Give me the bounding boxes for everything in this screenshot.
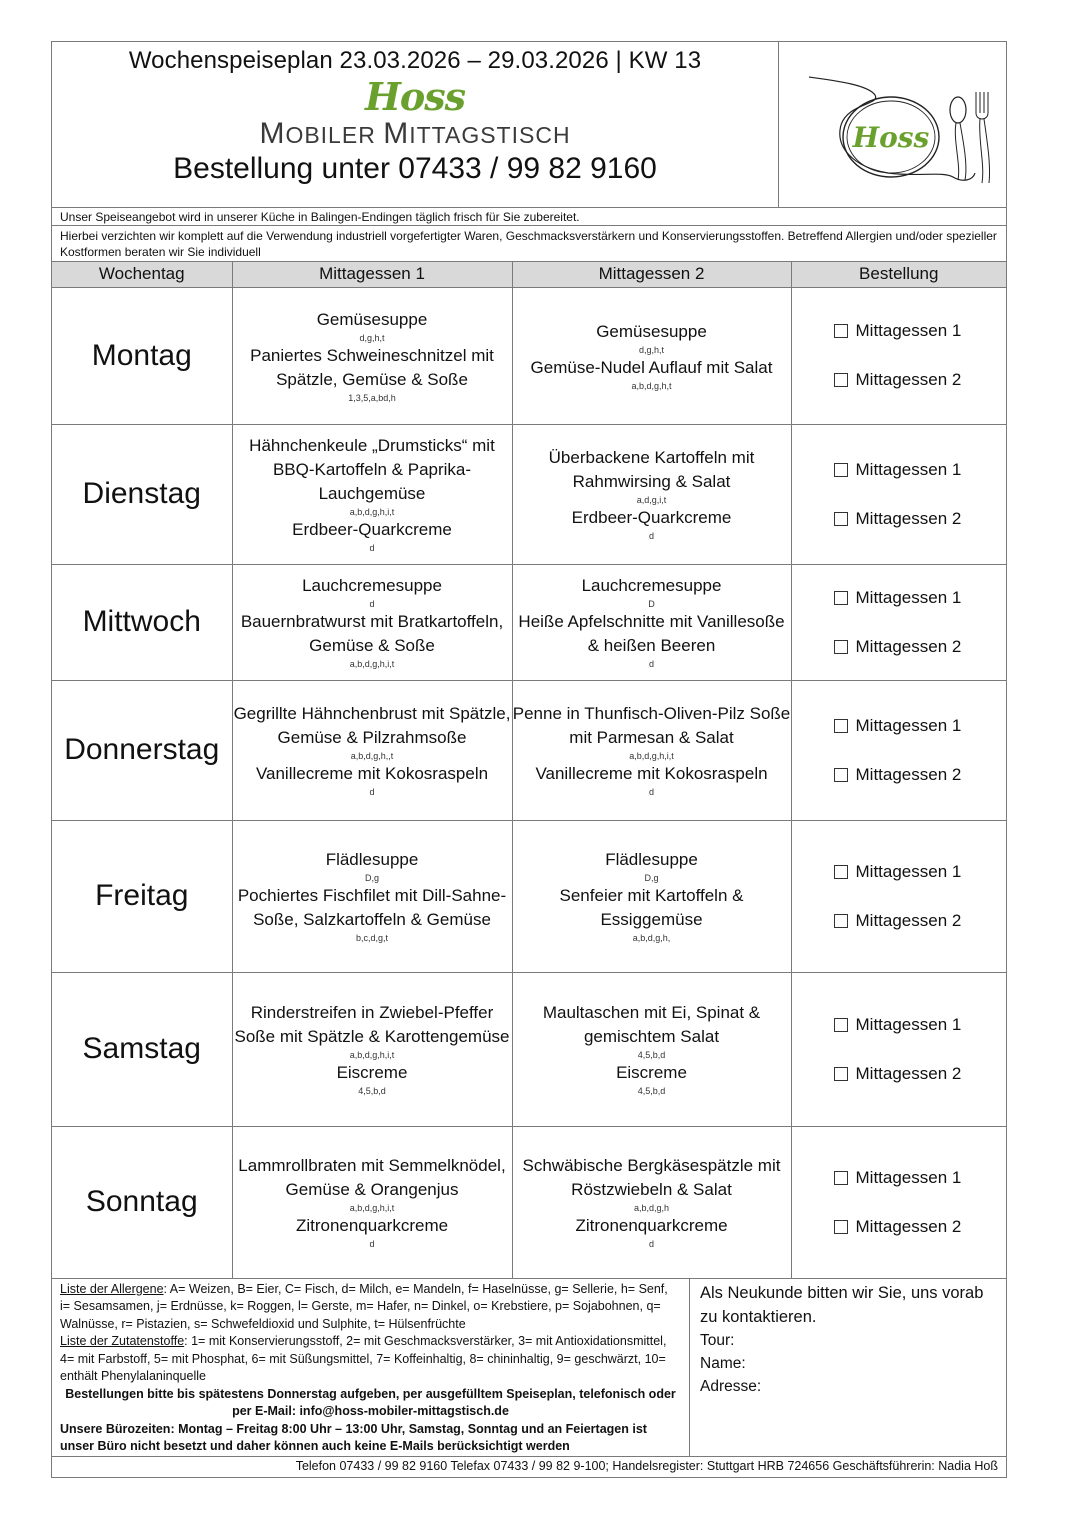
order-option-label: Mittagessen 2	[855, 910, 962, 930]
order-option-2[interactable]	[834, 635, 1007, 659]
order-option-2[interactable]	[834, 507, 1007, 531]
allergen-codes: d,g,h,t	[359, 332, 385, 343]
meal-2-cell	[512, 1126, 791, 1278]
order-option-1[interactable]	[834, 1166, 1007, 1190]
order-option-label: Mittagessen 1	[855, 861, 962, 881]
footer-info	[52, 1279, 690, 1456]
checkbox-icon[interactable]	[834, 914, 848, 928]
new-customer-text: Als Neukunde bitten wir Sie, uns vorab zu kontaktieren.	[700, 1283, 984, 1326]
day-name: Montag	[91, 338, 192, 372]
dish-name: Gemüsesuppe	[316, 309, 428, 329]
order-option-label: Mittagessen 2	[855, 1216, 962, 1236]
day-name: Mittwoch	[82, 605, 201, 638]
meal-2-cell	[512, 820, 791, 972]
dish-name: Heiße Apfelschnitte mit Vanillesoße & heißen Beeren	[518, 612, 785, 655]
dish-name: Lammrollbraten mit Semmelknödel, Gemüse & Orangenjus	[238, 1156, 506, 1199]
address-field[interactable]: Adresse:	[700, 1377, 762, 1395]
checkbox-icon[interactable]	[834, 865, 848, 879]
meal-2-cell	[512, 972, 791, 1126]
dish-name: Flädlesuppe	[325, 850, 419, 869]
order-option-2[interactable]	[834, 763, 1007, 787]
order-option-label: Mittagessen 1	[855, 1014, 962, 1034]
checkbox-icon[interactable]	[834, 373, 848, 387]
brand-name: MOBILER MITTAGSTISCH	[259, 117, 571, 150]
allergen-codes: d	[648, 531, 654, 541]
meal-1-cell	[232, 972, 512, 1126]
allergen-codes: d	[648, 787, 654, 797]
day-name: Dienstag	[82, 477, 201, 510]
header-weekday: Wochentag	[52, 262, 232, 287]
dish-name: Paniertes Schweineschnitzel mit Spätzle, Gemüse & Soße	[250, 345, 494, 389]
dish-name: Gemüsesuppe	[596, 321, 707, 341]
order-option-1[interactable]	[834, 860, 1007, 884]
day-cell	[52, 680, 232, 820]
checkbox-icon[interactable]	[834, 512, 848, 526]
allergen-codes: a,b,d,g,h,i,t	[349, 507, 395, 517]
day-name: Donnerstag	[64, 733, 220, 766]
order-option-label: Mittagessen 1	[855, 459, 962, 479]
allergen-codes: a,b,d,g,h,t	[631, 380, 672, 391]
name-field[interactable]: Name:	[700, 1354, 746, 1372]
order-phone: Bestellung unter 07433 / 99 82 9160	[173, 152, 657, 185]
day-cell	[52, 820, 232, 972]
intro-line-2: Hierbei verzichten wir komplett auf die Verwendung industriell vorgefertigter Waren, Geschmacksverstärkern und Konservierungsstoffen. Betreffend Allergien und/oder spezieller Kostformen beraten wir Sie individuell	[52, 226, 1006, 262]
order-option-label: Mittagessen 2	[855, 370, 962, 389]
allergen-codes: a,b,d,g,h,i,t	[349, 1203, 395, 1213]
dish-name: Senfeier mit Kartoffeln & Essiggemüse	[559, 886, 744, 929]
dish-name: Zitronenquarkcreme	[295, 1216, 449, 1235]
allergen-codes: a,b,d,g,h	[633, 1203, 670, 1213]
allergen-codes: 4,5,b,d	[358, 1086, 386, 1096]
order-cell	[791, 1126, 1006, 1278]
meal-2-cell	[512, 424, 791, 564]
order-option-2[interactable]	[834, 1062, 1007, 1086]
dish-name: Gegrillte Hähnchenbrust mit Spätzle, Gemüse & Pilzrahmsoße	[233, 704, 511, 747]
dish-name: Rinderstreifen in Zwiebel-Pfeffer Soße mit Spätzle & Karottengemüse	[234, 1003, 510, 1046]
order-option-label: Mittagessen 1	[855, 587, 962, 607]
allergen-codes: d	[648, 1239, 654, 1249]
order-cell	[791, 287, 1006, 424]
allergen-codes: d,g,h,t	[638, 344, 665, 355]
header-meal-2: Mittagessen 2	[512, 262, 791, 287]
meal-1-cell	[232, 680, 512, 820]
new-customer-box	[690, 1279, 1006, 1456]
order-option-2[interactable]	[834, 1215, 1007, 1239]
dish-name: Gemüse-Nudel Auflauf mit Salat	[530, 357, 773, 377]
plate-logo-text: Hoss	[852, 120, 929, 154]
order-option-2[interactable]	[834, 909, 1007, 933]
day-name: Sonntag	[85, 1185, 198, 1218]
dish-name: Penne in Thunfisch-Oliven-Pilz Soße mit Parmesan & Salat	[512, 704, 791, 747]
allergen-codes: d	[369, 787, 375, 797]
legal-footer: Telefon 07433 / 99 82 9160 Telefax 07433 / 99 82 9-100; Handelsregister: Stuttgart HRB 724656 Geschäftsführerin: Nadia Hoß	[295, 1458, 998, 1473]
meal-1-cell	[232, 820, 512, 972]
checkbox-icon[interactable]	[834, 1067, 848, 1081]
day-cell	[52, 287, 232, 424]
dish-name: Lauchcremesuppe	[581, 576, 722, 595]
order-cell	[791, 972, 1006, 1126]
plate-cutlery-icon	[793, 55, 993, 195]
allergen-codes: a,b,d,g,h,i,t	[349, 1050, 395, 1060]
day-cell	[52, 424, 232, 564]
order-option-label: Mittagessen 1	[855, 715, 962, 735]
dish-name: Hähnchenkeule „Drumsticks“ mit BBQ-Kartoffeln & Paprika-Lauchgemüse	[249, 436, 495, 503]
menu-sheet	[51, 41, 1007, 1478]
allergen-codes: d	[369, 599, 375, 609]
allergen-codes: 1,3,5,a,bd,h	[348, 392, 396, 403]
dish-name: Vanillecreme mit Kokosraspeln	[255, 764, 489, 783]
table-row	[52, 820, 1006, 972]
table-row	[52, 680, 1006, 820]
order-option-label: Mittagessen 1	[855, 1167, 962, 1187]
order-cell	[791, 680, 1006, 820]
checkbox-icon[interactable]	[834, 1220, 848, 1234]
order-option-label: Mittagessen 2	[855, 764, 962, 784]
allergen-codes: D,g	[364, 873, 379, 883]
allergen-codes: a,b,d,g,h,	[632, 933, 671, 943]
table-row	[52, 972, 1006, 1126]
allergen-codes: a,b,d,g,h,i,t	[629, 751, 674, 761]
dish-name: Eiscreme	[616, 1063, 687, 1082]
dish-name: Pochiertes Fischfilet mit Dill-Sahne-Soße, Salzkartoffeln & Gemüse	[237, 886, 507, 929]
dish-name: Flädlesuppe	[605, 850, 698, 869]
meal-1-cell	[232, 564, 512, 680]
allergen-codes: d	[648, 659, 654, 669]
order-cell	[791, 564, 1006, 680]
order-option-1[interactable]	[834, 586, 1007, 610]
table-row	[52, 1126, 1006, 1278]
order-option-2[interactable]	[834, 368, 1007, 392]
allergen-list: Liste der Allergene: A= Weizen, B= Eier, C= Fisch, d= Milch, e= Mandeln, f= Haselnüsse, g= Sellerie, h= Senf, i= Sesamsamen, j= Erdnüsse, k= Roggen, l= Gerste, m= Hafer, n= Dinkel, o= Krebstiere, p= Sojabohnen, q= Walnüsse, r= Pistazien, s= Schwefeldioxid und Sulphite, t= Hülsenfrüchte	[60, 1281, 668, 1331]
order-option-1[interactable]	[834, 714, 1007, 738]
dish-name: Überbackene Kartoffeln mit Rahmwirsing & Salat	[548, 448, 755, 491]
page-title: Wochenspeiseplan 23.03.2026 – 29.03.2026 | KW 13	[128, 47, 702, 74]
tour-field[interactable]: Tour:	[700, 1331, 735, 1349]
meal-2-cell	[512, 680, 791, 820]
day-cell	[52, 972, 232, 1126]
checkbox-icon[interactable]	[834, 1018, 848, 1032]
day-name: Freitag	[95, 879, 189, 912]
meal-1-cell	[232, 424, 512, 564]
allergen-codes: a,b,d,g,h,i,t	[349, 659, 395, 669]
checkbox-icon[interactable]	[834, 1171, 848, 1185]
checkbox-icon[interactable]	[834, 719, 848, 733]
dish-name: Eiscreme	[336, 1063, 408, 1082]
allergen-codes: d	[369, 1239, 375, 1249]
allergen-codes: a,d,g,i,t	[636, 495, 667, 505]
dish-name: Zitronenquarkcreme	[575, 1216, 728, 1235]
order-option-1[interactable]	[834, 458, 1007, 482]
header-order: Bestellung	[791, 262, 1006, 287]
dish-name: Schwäbische Bergkäsespätzle mit Röstzwiebeln & Salat	[522, 1156, 781, 1199]
allergen-codes: d	[369, 543, 375, 553]
order-option-1[interactable]	[834, 319, 1007, 343]
day-cell	[52, 1126, 232, 1278]
header	[52, 42, 1006, 208]
ingredient-list: Liste der Zutatenstoffe: 1= mit Konservierungsstoff, 2= mit Geschmacksverstärker, 3= mit Antioxidationsmittel, 4= mit Farbstoff, 5= mit Phosphat, 6= mit Süßungsmittel, 7= Koffeinhaltig, 8= chininhaltig, 9= geschwärzt, 10= enthält Phenylalaninquelle	[60, 1334, 667, 1383]
allergen-codes: D	[648, 599, 655, 609]
dish-name: Lauchcremesuppe	[302, 576, 442, 595]
dish-name: Erdbeer-Quarkcreme	[571, 508, 732, 527]
allergen-codes: 4,5,b,d	[637, 1086, 666, 1096]
footer	[52, 1279, 1006, 1457]
order-option-label: Mittagessen 1	[855, 321, 962, 340]
allergen-codes: b,c,d,g,t	[355, 933, 389, 943]
allergen-codes: D,g	[644, 873, 659, 883]
meal-2-cell	[512, 564, 791, 680]
menu-table	[52, 262, 1006, 1279]
plate-logo	[779, 42, 1006, 207]
day-cell	[52, 564, 232, 680]
allergen-codes: 4,5,b,d	[637, 1050, 666, 1060]
brand-script-logo: Hoss	[364, 74, 466, 119]
dish-name: Bauernbratwurst mit Bratkartoffeln, Gemüse & Soße	[240, 612, 504, 655]
order-option-1[interactable]	[834, 1013, 1007, 1037]
table-row	[52, 424, 1006, 564]
meal-1-cell	[232, 1126, 512, 1278]
order-cell	[791, 424, 1006, 564]
order-option-label: Mittagessen 2	[855, 508, 962, 528]
table-row	[52, 564, 1006, 680]
checkbox-icon[interactable]	[834, 640, 848, 654]
table-header-row	[52, 262, 1006, 287]
dish-name: Erdbeer-Quarkcreme	[292, 520, 452, 539]
office-hours: Unsere Bürozeiten: Montag – Freitag 8:00 Uhr – 13:00 Uhr, Samstag, Sonntag und an Feiertagen ist unser Büro nicht besetzt und daher können auch keine E-Mails berücksichtigt werden	[60, 1421, 647, 1453]
order-note: Bestellungen bitte bis spätestens Donnerstag aufgeben, per ausgefülltem Speiseplan, telefonisch oder per E-Mail: info@hoss-mobiler-mittagstisch.de	[65, 1386, 676, 1418]
header-meal-1: Mittagessen 1	[232, 262, 512, 287]
allergen-codes: a,b,d,g,h,,t	[350, 751, 394, 761]
order-option-label: Mittagessen 2	[855, 636, 962, 656]
table-row	[52, 287, 1006, 424]
meal-2-cell	[512, 287, 791, 424]
order-cell	[791, 820, 1006, 972]
day-name: Samstag	[82, 1032, 201, 1065]
checkbox-icon[interactable]	[834, 768, 848, 782]
checkbox-icon[interactable]	[834, 591, 848, 605]
dish-name: Maultaschen mit Ei, Spinat & gemischtem Salat	[542, 1003, 761, 1046]
header-left	[52, 42, 779, 207]
dish-name: Vanillecreme mit Kokosraspeln	[535, 764, 768, 783]
meal-1-cell	[232, 287, 512, 424]
order-option-label: Mittagessen 2	[855, 1063, 962, 1083]
intro-line-1: Unser Speiseangebot wird in unserer Küche in Balingen-Endingen täglich frisch für Sie zubereitet.	[52, 208, 1006, 226]
checkbox-icon[interactable]	[834, 324, 848, 338]
checkbox-icon[interactable]	[834, 463, 848, 477]
